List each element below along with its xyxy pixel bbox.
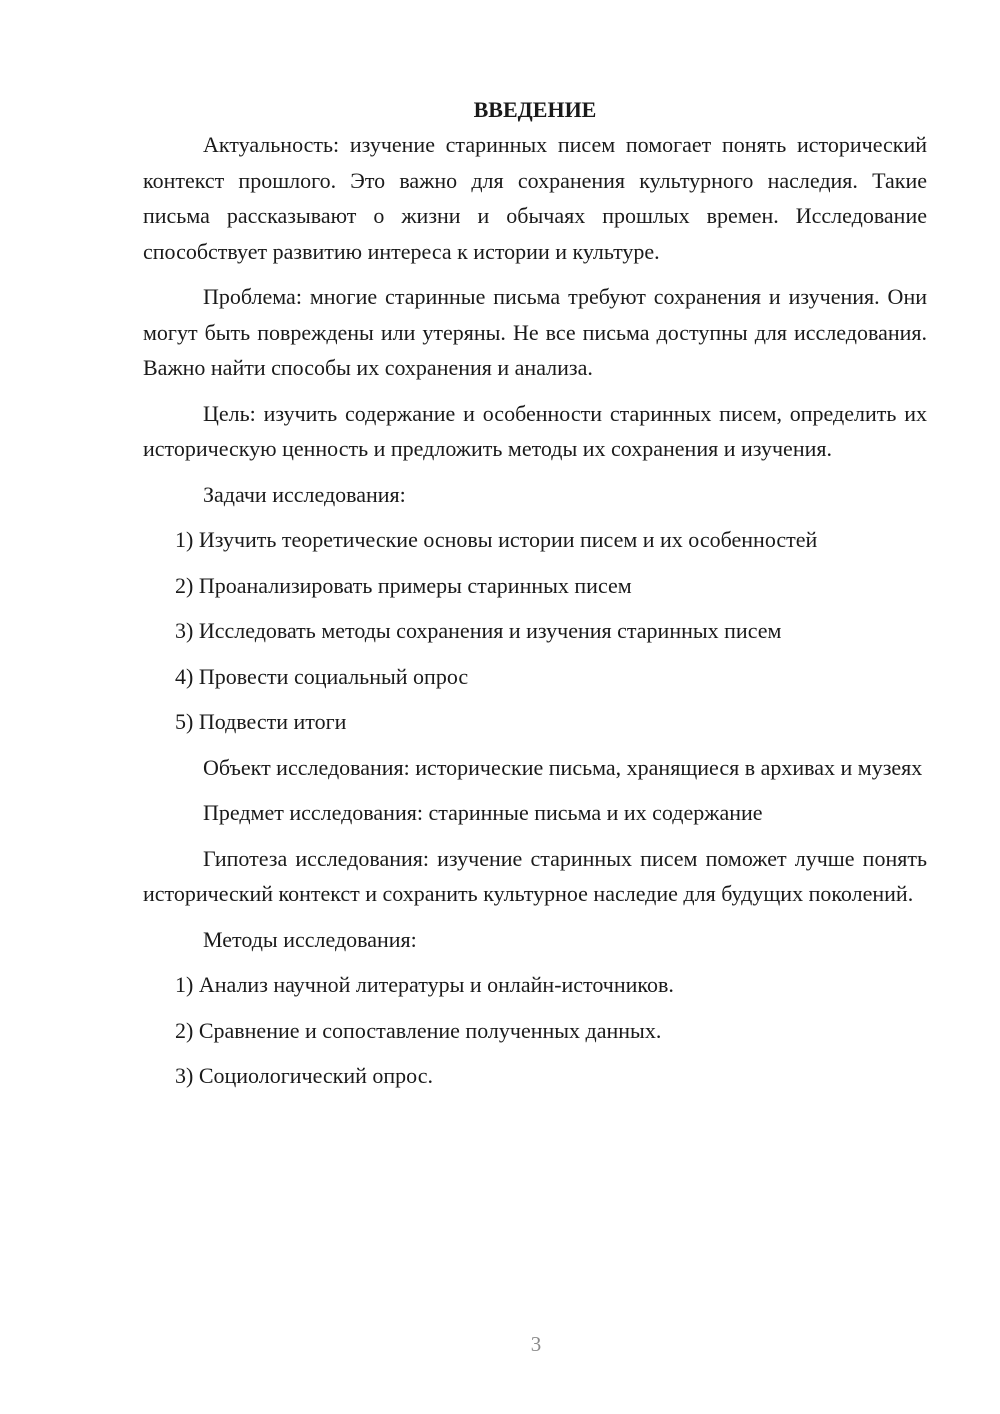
methods-heading: Методы исследования: xyxy=(203,926,417,952)
task-item: 2) Проанализировать примеры старинных писем xyxy=(175,572,632,598)
hypothesis-paragraph: Гипотеза исследования: изучение старинных писем поможет лучше понять исторический контекст и сохранить культурное наследие для будущих поколений. xyxy=(143,845,927,906)
page-number: 3 xyxy=(530,1332,542,1356)
goal-paragraph: Цель: изучить содержание и особенности старинных писем, определить их историческую ценность и предложить методы их сохранения и изучения. xyxy=(143,400,927,461)
object-paragraph: Объект исследования: исторические письма, хранящиеся в архивах и музеях xyxy=(203,754,923,780)
task-item: 3) Исследовать методы сохранения и изучения старинных писем xyxy=(175,618,782,643)
method-item: 3) Социологический опрос. xyxy=(175,1063,433,1088)
relevance-paragraph: Актуальность: изучение старинных писем помогает понять исторический контекст прошлого. Это важно для сохранения культурного наследия. Такие письма рассказывают о жизни и обычаях прошлых времен. Исследование способствует развитию интереса к истории и культуре. xyxy=(143,132,927,264)
problem-paragraph: Проблема: многие старинные письма требуют сохранения и изучения. Они могут быть повреждены или утеряны. Не все письма доступны для исследования. Важно найти способы их сохранения и анализа. xyxy=(143,284,927,380)
method-item: 1) Анализ научной литературы и онлайн-источников. xyxy=(175,972,674,997)
task-item: 4) Провести социальный опрос xyxy=(175,663,469,689)
task-item: 1) Изучить теоретические основы истории писем и их особенностей xyxy=(175,527,818,552)
tasks-heading: Задачи исследования: xyxy=(203,481,406,507)
subject-paragraph: Предмет исследования: старинные письма и их содержание xyxy=(203,800,763,825)
page-content xyxy=(143,92,927,1094)
method-item: 2) Сравнение и сопоставление полученных данных. xyxy=(175,1017,662,1043)
section-title: ВВЕДЕНИЕ xyxy=(473,97,597,122)
task-item: 5) Подвести итоги xyxy=(175,709,347,734)
